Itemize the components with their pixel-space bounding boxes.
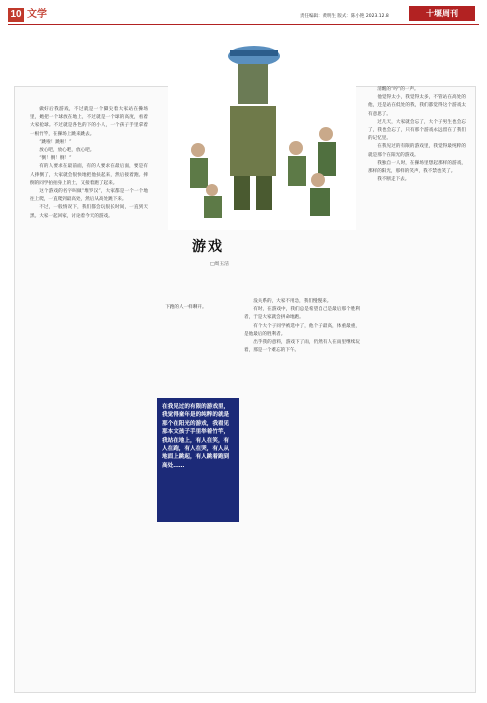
paragraph: 过几天，大家就会忘了，大个子男生也会忘了，我也会忘了，只有那个游戏永远留在了我们的记忆里。 [368,119,466,142]
paragraph: 我独自一人时，在操场里想起那样的游戏，那样的阳光，那样的笑声，我不禁也笑了。 [368,160,466,175]
page-number: 10 [8,8,24,22]
paragraph: 有个大个子同学被选中了，他个子最高，体重最重，是他最后的胜利者。 [244,323,360,337]
paragraph: 出乎我的意料，游戏下了雨，仍然有人在雨里继续玩着，那是一个难忘的下午。 [244,340,360,354]
paragraph: 清醒的“哼”的一声。 [377,87,419,92]
paragraph: 做好后我游戏，不过就是一个脚尖着大家站在操场里，她把一个球放在地上，不过就是一个球的高度，看着大家抢球。不过就是各色的下的小人，一个孩子手里拿着一根竹竿，在操场上跳来跳去。 [30,107,148,137]
article-column-1 [30,106,148,221]
article-author: □周玉洁 [210,262,229,267]
article-column-2 [156,304,231,312]
paragraph: 他觉得太小，我觉得太多，不管站在高处的他，还是站在低处的我，我们都觉得这个游戏太有意思了。 [368,95,466,117]
editor-credits: 责任编辑：黄明生 版式：陈小艳 2023.12.8 [300,14,389,19]
header-rule [8,24,479,25]
article-photo [168,30,356,230]
paragraph: 放心吧，放心吧，放心吧。 [39,148,95,154]
paragraph: 有时，在游戏中，我们总是希望自己是最后那个胜利者，于是大家就会拼命地跑。 [244,307,360,321]
paragraph: 没关系的，大家不用急，我们慢慢来。 [253,299,332,304]
pull-quote: 在我见过的有限的游戏里，我觉得童年是的纯粹的就是那个在阳光的游戏，我看见那本文孩子手里举着竹竿，我站在地上，有人在笑，有人在跑，有人在哭，有人从地面上跳起，有人跳着跑到高处…… [157,398,239,522]
paragraph: “倒！倒！倒！” [39,156,72,162]
masthead: 十堰周刊 [409,6,475,21]
paragraph: “跳啦！跳啦！” [39,139,72,145]
paragraph: 有的人要求在最前面，有的人要求在最后面，要是有人摔倒了，大家就会很快地把他扶起来，然后接着跑。摔倒的同学拍拍身上的土，又接着跑了起来。 [30,164,148,186]
paragraph: 不过，一般情况下，我们都会玩很长时间，一直到天黑。大家一起回家，讨论着今天的游戏。 [30,205,148,219]
paragraph: 下跑的人一样聊开。 [165,305,207,310]
page-header [0,0,487,28]
section-title: 文学 [27,9,47,20]
paragraph: 我不断走下去。 [377,177,410,183]
paragraph: 在我见过的有限的游戏里，我觉得最纯粹的就是那个在阳光的游戏。 [368,144,466,158]
article-column-4 [368,86,466,184]
article-title: 游戏 [192,239,224,255]
article-column-3 [244,298,360,355]
paragraph: 这个游戏的名字叫做“堆罗汉”，大家都是一个一个地往上爬，一直爬到最高处，然后从高处跳下来。 [30,189,148,203]
